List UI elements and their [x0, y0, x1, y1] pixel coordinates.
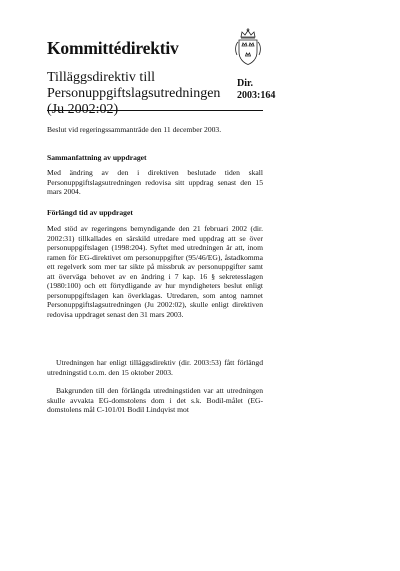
- header-divider: [47, 110, 263, 111]
- dir-label: Dir.: [237, 78, 254, 89]
- directive-number: [237, 78, 275, 102]
- section-heading-extension: Förlängd tid av uppdraget: [47, 208, 133, 217]
- extension-paragraph-2: Utredningen har enligt tilläggsdirektiv (dir. 2003:53) fått förlängd utredningstid t.o.m. den 15 oktober 2003.: [47, 358, 263, 377]
- document-type-title: Kommittédirektiv: [47, 38, 179, 58]
- summary-paragraph: Med ändring av den i direktiven beslutade tiden skall Personuppgiftslagsutredningen redovisa sitt uppdrag senast den 15 mars 2004.: [47, 168, 263, 196]
- directive-subtitle: Tilläggsdirektiv till Personuppgiftslagsutredningen (Ju 2002:02): [47, 70, 221, 117]
- section-heading-summary: Sammanfattning av uppdraget: [47, 153, 147, 162]
- dir-number: 2003:164: [237, 90, 276, 101]
- extension-paragraph-3: Bakgrunden till den förlängda utredningstiden var att utredningen skulle avvakta EG-domstolens dom i det s.k. Bodil-målet (EG-domstolens mål C-101/01 Bodil Lindqvist mot: [47, 386, 263, 414]
- swedish-coat-of-arms-icon: [233, 28, 263, 66]
- extension-paragraph-1: Med stöd av regeringens bemyndigande den 21 februari 2002 (dir. 2002:31) tillkallades en särskild utredare med uppdrag att se över personuppgiftslagen (1998:204). Syftet med utredningen är att, inom ramen för EG-direktivet om personuppgifter (95/46/EG), åstadkomma ett regelverk som mer tar sikte på missbruk av personuppgifter samt att överväga behovet av en ändring i 7 kap. 16 § sekretesslagen (1980:100) och ett förtydligande av hur myndigheters beslut enligt personuppgiftslagen kan överklagas. Utredaren, som antog namnet Personuppgiftslagsutredningen (Ju 2002:02), skulle enligt direktiven redovisa uppdraget senast den 31 mars 2003.: [47, 224, 263, 319]
- decision-statement: Beslut vid regeringssammanträde den 11 december 2003.: [47, 125, 222, 134]
